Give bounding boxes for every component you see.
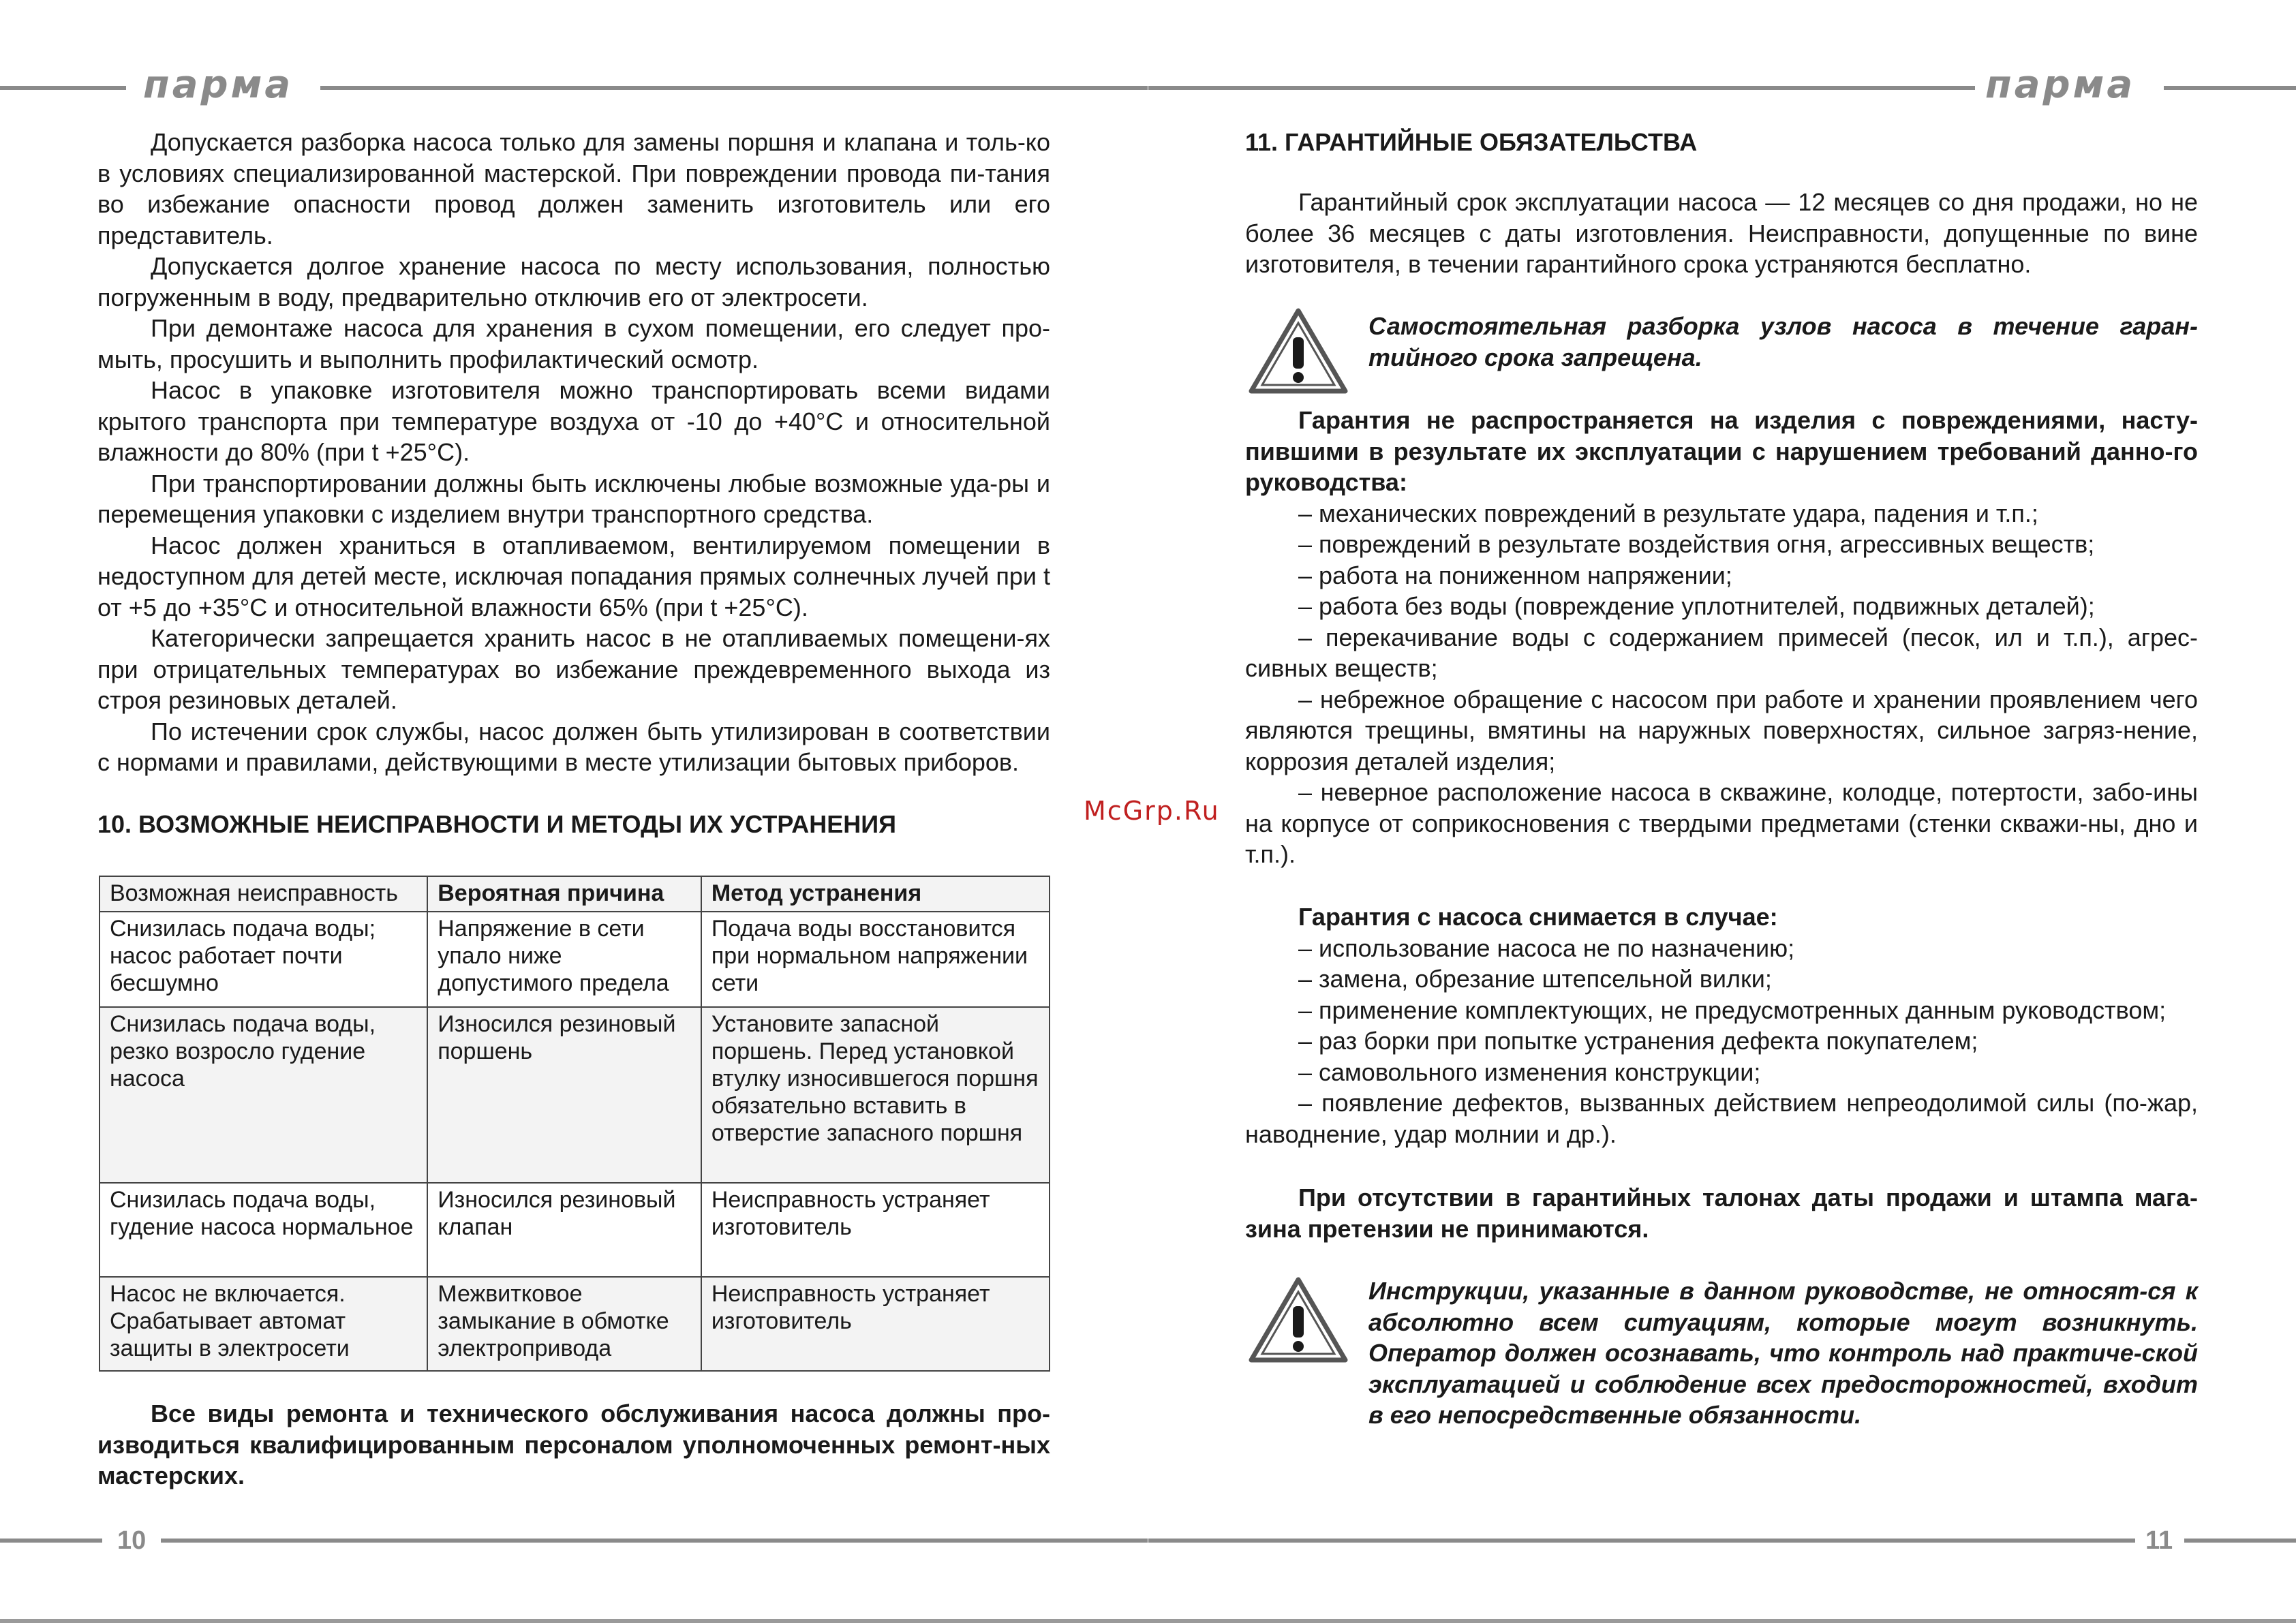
paragraph: При демонтаже насоса для хранения в сухом помещении, его следует про-мыть, просушить и выполнить профилактический осмотр. [97, 314, 1050, 373]
right-page [1148, 0, 2296, 1623]
list-item: – механических повреждений в результате удара, падения и т.п.; [1298, 499, 2038, 527]
warranty-exclusions [1245, 405, 2198, 870]
paragraph: Категорически запрещается хранить насос в не отапливаемых помещени-ях при отрицательных температурах во избежание преждевременного выхода из строя резиновых деталей. [97, 624, 1050, 714]
claims-note [1245, 1182, 2198, 1244]
list-item: – перекачивание воды с содержанием примесей (песок, ил и т.п.), агрес-сивных веществ; [1245, 623, 2198, 682]
footer-rule-left-a [0, 1539, 102, 1543]
paragraph: Допускается долгое хранение насоса по месту использования, полностью погруженным в воду, предварительно отключив его от электросети. [97, 252, 1050, 311]
table-cell: Установите запасной поршень. Перед установкой втулку износившегося поршня обязательно вставить в отверстие запасного поршня [701, 1007, 1050, 1183]
table-row [100, 1183, 1050, 1277]
warning-disassembly-text: Самостоятельная разборка узлов насоса в течение гаран-тийного срока запрещена. [1368, 312, 2198, 371]
list-item: – самовольного изменения конструкции; [1298, 1057, 1761, 1086]
table-cell: Неисправность устраняет изготовитель [701, 1277, 1050, 1371]
list-item: – использование насоса не по назначению; [1298, 933, 1795, 962]
repair-note [97, 1398, 1050, 1491]
page-number-left: 10 [117, 1526, 147, 1555]
watermark-text: McGrp.Ru [1084, 796, 1220, 826]
list-item: – работа без воды (повреждение уплотнителей, подвижных деталей); [1298, 592, 2095, 620]
table-cell: Насос не включается. Срабатывает автомат защиты в электросети [100, 1277, 427, 1371]
paragraph: Гарантийный срок эксплуатации насоса — 12 месяцев со дня продажи, но не более 36 месяцев с даты изготовления. Неисправности, допущенные по вине изготовителя, в течении гарантийного срока устраняются бесплатно. [1245, 188, 2198, 278]
table-row [100, 912, 1050, 1007]
table-row [100, 1277, 1050, 1371]
sheet-bottom-edge [0, 1619, 2296, 1623]
paragraph: При транспортировании должны быть исключены любые возможные уда-ры и перемещения упаковки с изделием внутри транспортного средства. [97, 469, 1050, 528]
brand-logo-left: парма [143, 63, 294, 107]
page-number-right: 11 [2145, 1526, 2173, 1555]
warning-triangle-icon [1247, 307, 1349, 395]
header-rule-left-a [0, 86, 126, 90]
table-header-row [100, 876, 1050, 912]
table-header-cell: Возможная неисправность [100, 876, 427, 912]
brand-logo-right: парма [1985, 63, 2136, 107]
list-item: – повреждений в результате воздействия огня, агрессивных веществ; [1298, 530, 2095, 558]
removal-title: Гарантия с насоса снимается в случае: [1298, 903, 1778, 931]
warranty-intro [1245, 187, 2198, 280]
paragraph: По истечении срок службы, насос должен быть утилизирован в соответствии с нормами и правилами, действующими в месте утилизации бытовых приборов. [97, 717, 1050, 776]
paragraph: При отсутствии в гарантийных талонах даты продажи и штампа мага-зина претензии не принимаются. [1245, 1184, 2198, 1243]
table-row [100, 1007, 1050, 1183]
warranty-removal [1245, 901, 2198, 1149]
list-item: – работа на пониженном напряжении; [1298, 561, 1732, 589]
list-item: – небрежное обращение с насосом при работе и хранении проявлением чего являются трещины, вмятины на наружных поверхностях, сильное загряз-нение, коррозия деталей изделия; [1245, 685, 2198, 775]
table-cell: Износился резиновый поршень [427, 1007, 701, 1183]
list-item: – неверное расположение насоса в скважине, колодце, потертости, забо-ины на корпусе от соприкосновения с твердыми предметами (стенки скважи-ны, дно и т.п.). [1245, 778, 2198, 868]
table-header-cell: Вероятная причина [427, 876, 701, 912]
table-cell: Снизилась подача воды; насос работает почти бесшумно [100, 912, 427, 1007]
header-rule-left-b [320, 86, 1148, 90]
table-cell: Неисправность устраняет изготовитель [701, 1183, 1050, 1277]
section-10-title: 10. ВОЗМОЖНЫЕ НЕИСПРАВНОСТИ И МЕТОДЫ ИХ УСТРАНЕНИЯ [97, 810, 896, 838]
section-11-title: 11. ГАРАНТИЙНЫЕ ОБЯЗАТЕЛЬСТВА [1245, 128, 1698, 156]
list-item: – применение комплектующих, не предусмотренных данным руководством; [1298, 995, 2167, 1024]
paragraph: Насос должен храниться в отапливаемом, вентилируемом помещении в недоступном для детей месте, исключая попадания прямых солнечных лучей при t от +5 до +35°С и относительной влажности 65% (при t +25°С). [97, 531, 1050, 621]
table-cell: Снизилась подача воды, резко возросло гудение насоса [100, 1007, 427, 1183]
warning-triangle-icon [1247, 1276, 1349, 1364]
paragraph: Все виды ремонта и технического обслуживания насоса должны про-изводиться квалифицированным персоналом уполномоченных ремонт-ных мастерских. [97, 1400, 1050, 1489]
faults-table [99, 876, 1050, 1372]
header-rule-right-a [1148, 86, 1975, 90]
footer-rule-right-a [1148, 1539, 2135, 1543]
list-item: – появление дефектов, вызванных действием непреодолимой силы (по-жар, наводнение, удар молнии и др.). [1245, 1089, 2198, 1148]
list-item: – раз борки при попытке устранения дефекта покупателем; [1298, 1027, 1978, 1055]
exclusions-title: Гарантия не распространяется на изделия с повреждениями, насту-пившими в результате их эксплуатации с нарушением требований данно-го руководства: [1245, 406, 2198, 496]
header-rule-right-b [2164, 86, 2296, 90]
list-item: – замена, обрезание штепсельной вилки; [1298, 965, 1772, 993]
footer-rule-right-b [2184, 1539, 2296, 1543]
paragraph: Насос в упаковке изготовителя можно транспортировать всеми видами крытого транспорта при температуре воздуха от -10 до +40°С и относительной влажности до 80% (при t +25°С). [97, 376, 1050, 466]
storage-text [97, 127, 1050, 778]
table-cell: Межвитковое замыкание в обмотке электропривода [427, 1277, 701, 1371]
table-cell: Напряжение в сети упало ниже допустимого предела [427, 912, 701, 1007]
table-header-cell: Метод устранения [701, 876, 1050, 912]
footer-rule-left-b [161, 1539, 1148, 1543]
paragraph: Допускается разборка насоса только для замены поршня и клапана и толь-ко в условиях специализированной мастерской. При повреждении провода пи-тания во избежание опасности провод должен заменить изготовитель или его представитель. [97, 128, 1050, 249]
table-cell: Износился резиновый клапан [427, 1183, 701, 1277]
table-cell: Снизилась подача воды, гудение насоса нормальное [100, 1183, 427, 1277]
table-cell: Подача воды восстановится при нормальном напряжении сети [701, 912, 1050, 1007]
warning-instructions-text: Инструкции, указанные в данном руководстве, не относят-ся к абсолютно всем ситуациям, которые могут возникнуть. Оператор должен осознавать, что контроль над практиче-ской эксплуатацией и соблюдение всех предосторожностей, входит в его непосредственные обязанности. [1368, 1277, 2198, 1429]
